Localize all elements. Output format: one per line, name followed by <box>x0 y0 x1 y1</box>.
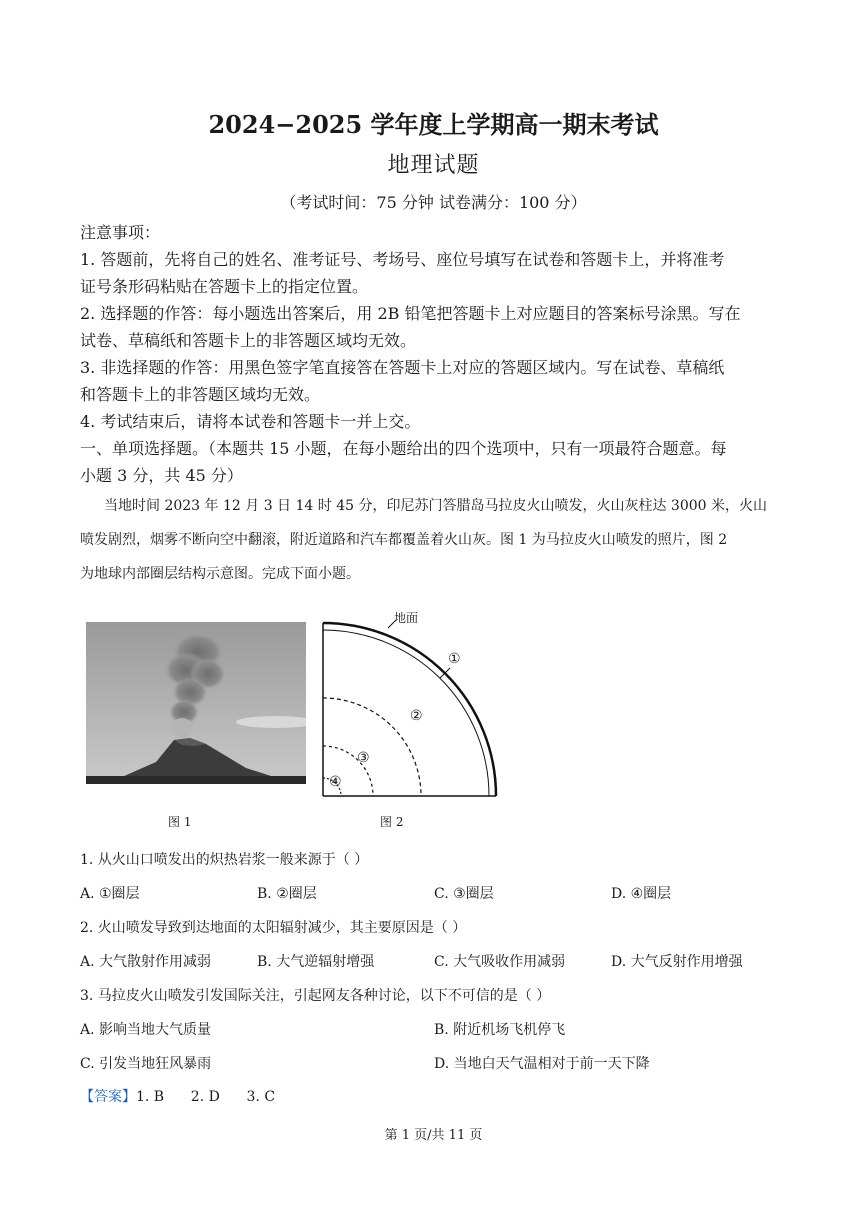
figure-2-caption: 图 2 <box>380 815 404 829</box>
passage-line: 当地时间 2023 年 12 月 3 日 14 时 45 分，印尼苏门答腊岛马拉皮火山喷发，火山灰柱达 3000 米，火山 <box>104 498 768 514</box>
question-1-option-a: A. ①圈层 <box>80 886 140 902</box>
answer-tag: 【答案】 <box>80 1089 136 1105</box>
answer-line <box>80 1086 275 1106</box>
notes-line: 证号条形码粘贴在答题卡上的指定位置。 <box>80 277 369 296</box>
section-heading-cont: 小题 3 分，共 45 分） <box>80 466 243 485</box>
notes-line: 4. 考试结束后，请将本试卷和答题卡一并上交。 <box>80 412 421 431</box>
section-heading: 一、单项选择题。（本题共 15 小题，在每小题给出的四个选项中，只有一项最符合题意。每 <box>80 439 727 458</box>
notes-line: 2. 选择题的作答：每小题选出答案后，用 2B 铅笔把答题卡上对应题目的答案标号涂黑。写在 <box>80 304 741 323</box>
notes-heading: 注意事项： <box>80 223 161 242</box>
question-2-option-c: C. 大气吸收作用减弱 <box>434 954 566 970</box>
volcano-photo <box>86 622 306 784</box>
question-2-option-a: A. 大气散射作用减弱 <box>80 954 212 970</box>
notes-line: 和答题卡上的非答题区域均无效。 <box>80 385 321 404</box>
notes-line: 3. 非选择题的作答：用黑色签字笔直接答在答题卡上对应的答题区域内。写在试卷、草稿纸 <box>80 358 725 377</box>
question-2-stem: 2. 火山喷发导致到达地面的太阳辐射减少，其主要原因是（ ） <box>80 920 467 936</box>
question-2-option-d: D. 大气反射作用增强 <box>611 954 743 970</box>
layer-label-4: ④ <box>329 774 342 790</box>
notes-line: 1. 答题前，先将自己的姓名、准考证号、考场号、座位号填写在试卷和答题卡上，并将准考 <box>80 250 725 269</box>
passage-line: 为地球内部圈层结构示意图。完成下面小题。 <box>80 566 360 582</box>
answer-text: 1. B 2. D 3. C <box>136 1089 276 1105</box>
layer-label-3: ③ <box>357 750 370 766</box>
notes-line: 试卷、草稿纸和答题卡上的非答题区域均无效。 <box>80 331 417 350</box>
exam-info: （考试时间：75 分钟 试卷满分：100 分） <box>280 193 587 212</box>
question-1-option-d: D. ④圈层 <box>611 886 672 902</box>
question-3-option-d: D. 当地白天气温相对于前一天下降 <box>434 1056 650 1072</box>
exam-subtitle: 地理试题 <box>387 153 480 178</box>
figure-1-caption: 图 1 <box>168 815 192 829</box>
question-1-stem: 1. 从火山口喷发出的炽热岩浆一般来源于（ ） <box>80 852 369 868</box>
question-1-option-c: C. ③圈层 <box>434 886 494 902</box>
question-1-option-b: B. ②圈层 <box>257 886 317 902</box>
layer-label-1: ① <box>448 651 461 667</box>
question-3-option-a: A. 影响当地大气质量 <box>80 1022 212 1038</box>
passage-line: 喷发剧烈，烟雾不断向空中翻滚，附近道路和汽车都覆盖着火山灰。图 1 为马拉皮火山喷发的照片，图 2 <box>80 532 728 548</box>
layer-label-2: ② <box>410 708 423 724</box>
question-3-option-c: C. 引发当地狂风暴雨 <box>80 1056 212 1072</box>
exam-title: 2024−2025 学年度上学期高一期末考试 <box>208 110 659 139</box>
question-3-stem: 3. 马拉皮火山喷发引发国际关注，引起网友各种讨论，以下不可信的是（ ） <box>80 988 551 1004</box>
page-number: 第 1 页/共 11 页 <box>384 1128 483 1143</box>
surface-label: 地面 <box>394 611 419 625</box>
question-3-option-b: B. 附近机场飞机停飞 <box>434 1022 566 1038</box>
question-2-option-b: B. 大气逆辐射增强 <box>257 954 375 970</box>
